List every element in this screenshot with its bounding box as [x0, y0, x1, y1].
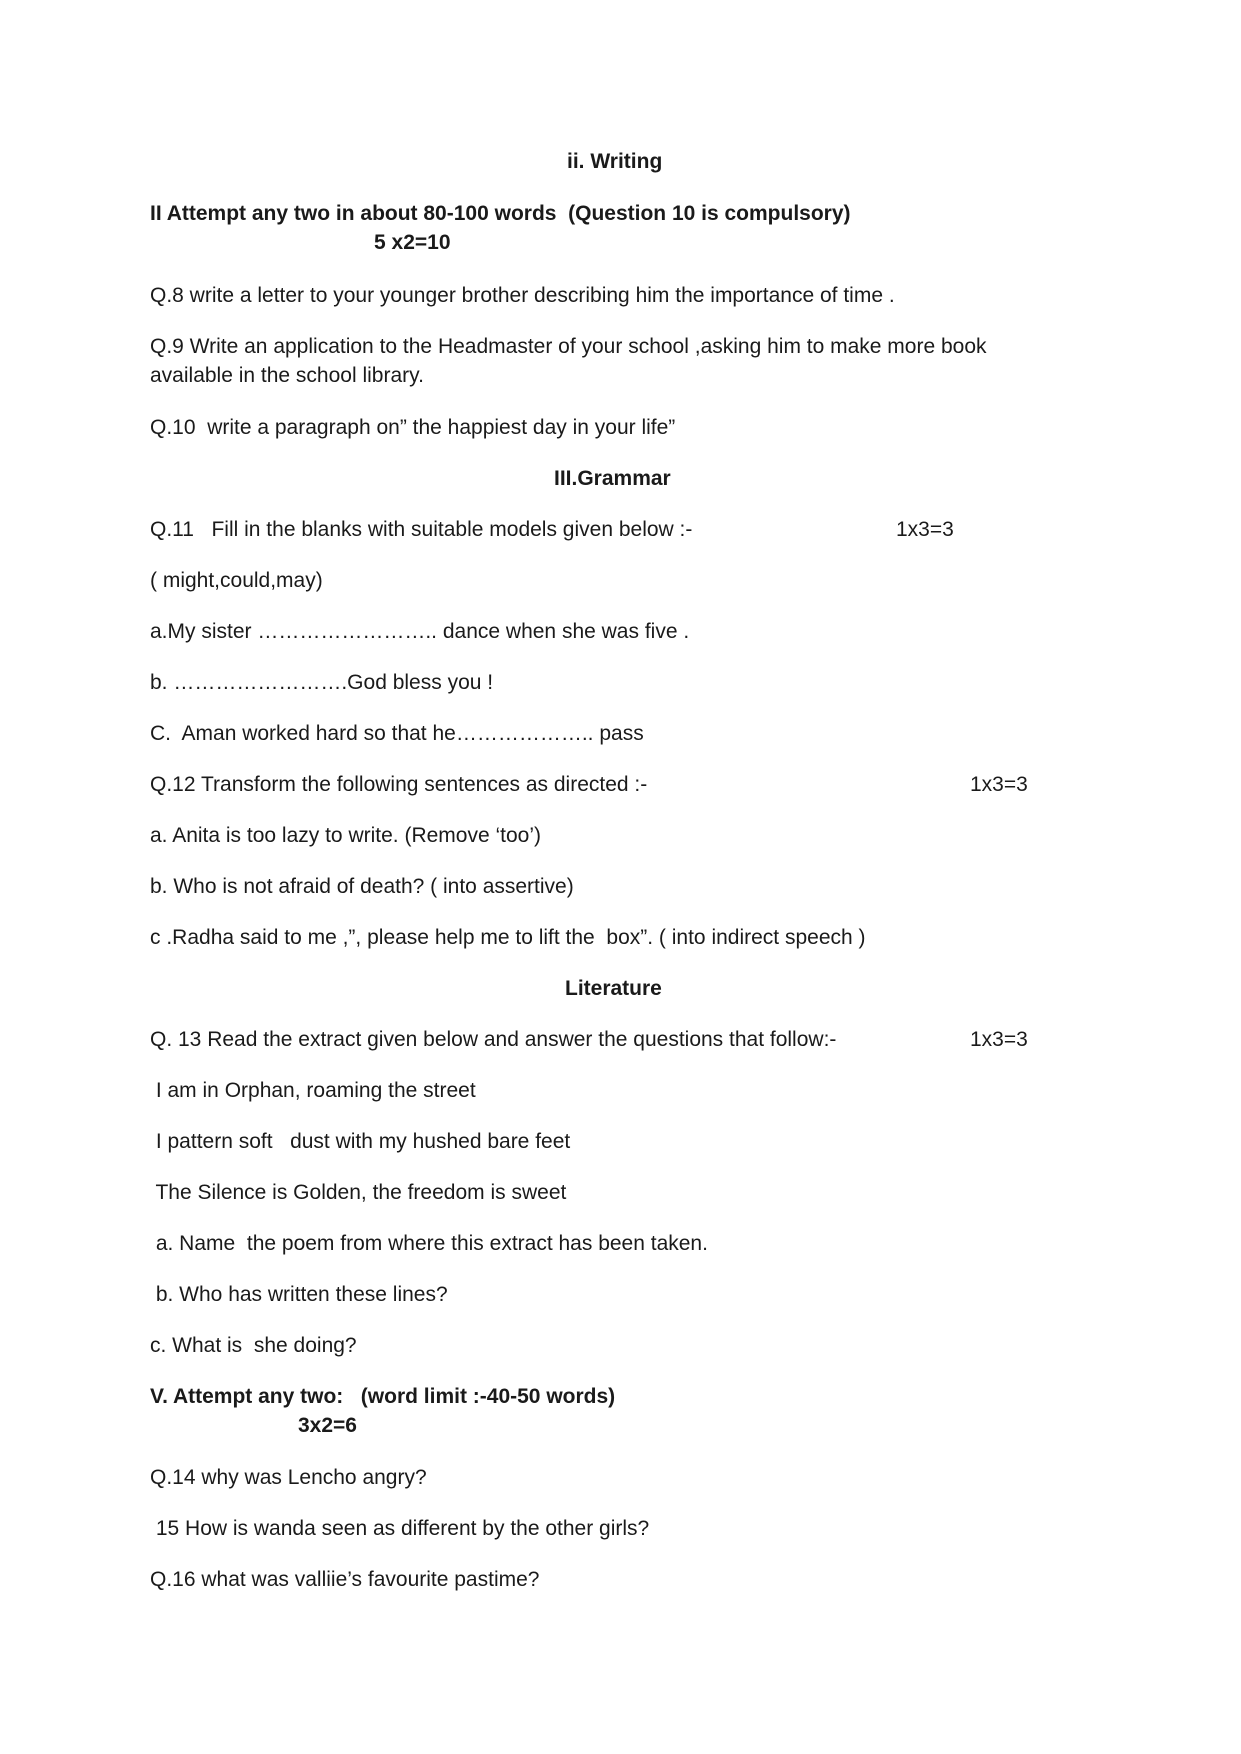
- question-13: Q. 13 Read the extract given below and answer the questions that follow:-: [150, 1028, 837, 1051]
- question-9-line-2: available in the school library.: [150, 364, 424, 387]
- question-11: Q.11 Fill in the blanks with suitable models given below :-: [150, 518, 693, 541]
- question-16: Q.16 what was valliie’s favourite pastime?: [150, 1568, 540, 1591]
- extract-line-3: The Silence is Golden, the freedom is sweet: [150, 1181, 567, 1204]
- section-5-marks: 3x2=6: [298, 1414, 357, 1437]
- question-8: Q.8 write a letter to your younger brother describing him the importance of time .: [150, 284, 895, 307]
- question-9-line-1: Q.9 Write an application to the Headmaster of your school ,asking him to make more book: [150, 335, 987, 358]
- question-11-a: a.My sister …………………….. dance when she was five .: [150, 620, 690, 643]
- question-12-c: c .Radha said to me ,”, please help me to lift the box”. ( into indirect speech ): [150, 926, 866, 949]
- question-13-a: a. Name the poem from where this extract has been taken.: [150, 1232, 708, 1255]
- extract-line-1: I am in Orphan, roaming the street: [150, 1079, 476, 1102]
- question-10: Q.10 write a paragraph on” the happiest day in your life”: [150, 416, 676, 439]
- question-12-a: a. Anita is too lazy to write. (Remove ‘too’): [150, 824, 541, 847]
- writing-instruction: II Attempt any two in about 80-100 words (Question 10 is compulsory): [150, 202, 851, 225]
- question-12: Q.12 Transform the following sentences as directed :-: [150, 773, 648, 796]
- section-heading-grammar: III.Grammar: [554, 467, 671, 490]
- section-heading-writing: ii. Writing: [567, 150, 663, 173]
- question-12-b: b. Who is not afraid of death? ( into assertive): [150, 875, 574, 898]
- section-5-instruction: V. Attempt any two: (word limit :-40-50 words): [150, 1385, 616, 1408]
- question-14: Q.14 why was Lencho angry?: [150, 1466, 427, 1489]
- question-13-c: c. What is she doing?: [150, 1334, 357, 1357]
- extract-line-2: I pattern soft dust with my hushed bare feet: [150, 1130, 571, 1153]
- writing-marks: 5 x2=10: [374, 231, 451, 254]
- question-12-marks: 1x3=3: [970, 773, 1028, 796]
- question-11-options: ( might,could,may): [150, 569, 323, 592]
- question-11-c: C. Aman worked hard so that he……………….. pass: [150, 722, 644, 745]
- question-13-b: b. Who has written these lines?: [150, 1283, 448, 1306]
- question-15: 15 How is wanda seen as different by the other girls?: [150, 1517, 650, 1540]
- question-13-marks: 1x3=3: [970, 1028, 1028, 1051]
- question-11-b: b. …………………….God bless you !: [150, 671, 494, 694]
- section-heading-literature: Literature: [565, 977, 662, 1000]
- question-11-marks: 1x3=3: [896, 518, 954, 541]
